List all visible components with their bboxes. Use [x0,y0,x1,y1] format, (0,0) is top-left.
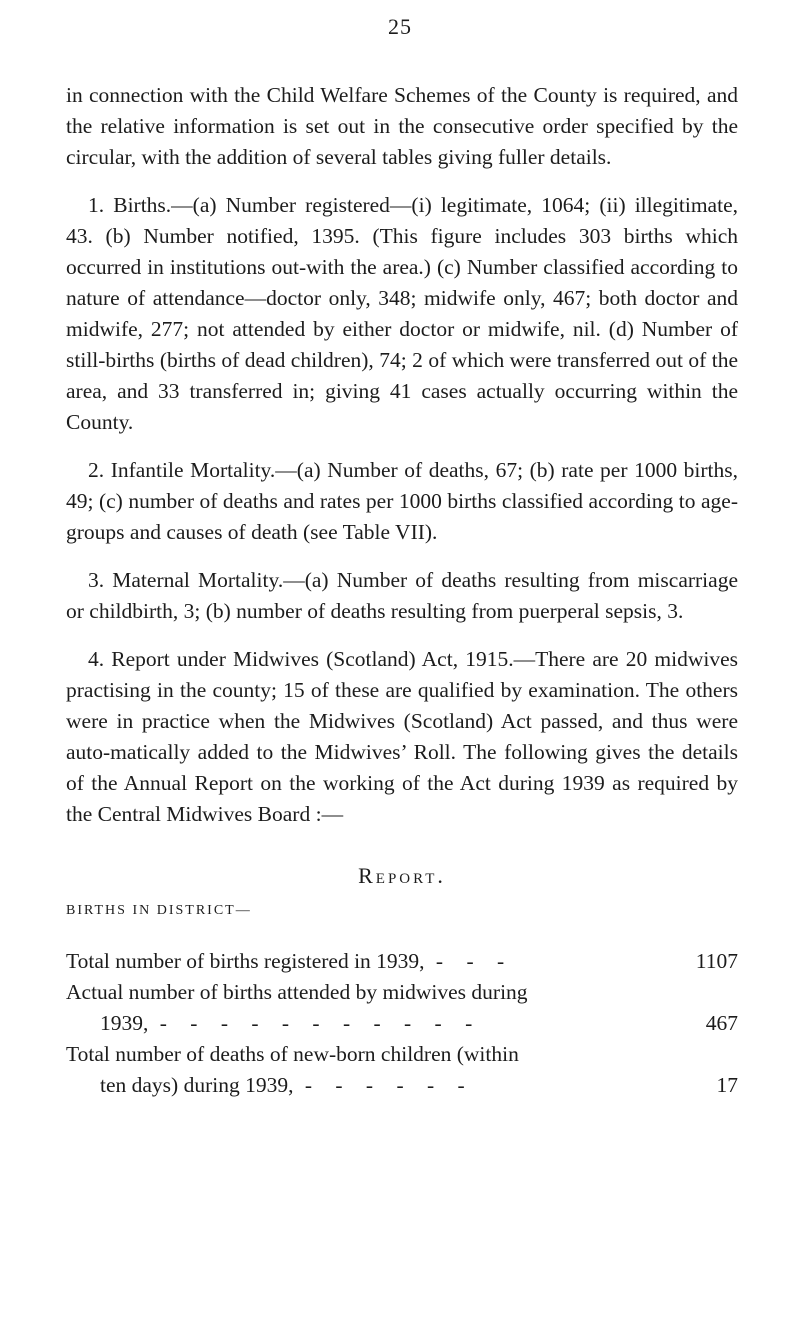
leader-dashes: - - - - - - [304,1073,474,1097]
paragraph-intro: in connection with the Child Welfare Schemes of the County is required, and the relative information is set out in the consecutive order specified by the circular, with the addition of several tables giving fuller details. [66,83,738,169]
row-label: Actual number of births attended by midwives during [66,980,528,1004]
report-table [66,946,738,1101]
leader-dashes: - - - - - - - - - - - [159,1011,482,1035]
row-label: Total number of births registered in 1939, [66,949,425,973]
row-label: Total number of deaths of new-born children (within [66,1042,519,1066]
report-row [66,946,738,977]
row-label-continued: 1939, [100,1011,149,1035]
row-value: 17 [716,1073,738,1097]
row-value: 467 [705,1011,738,1035]
report-subheading: BIRTHS IN DISTRICT— [66,903,252,918]
report-row [66,977,738,1039]
page-number: 25 [388,14,412,39]
paragraph-births: 1. Births.—(a) Number registered—(i) legitimate, 1064; (ii) illegitimate, 43. (b) Number notified, 1395. (This figure includes 303 births which occurred in institutions out-with the area.) (c) Number classified according to nature of attendance—doctor only, 348; midwife only, 467; both doctor and midwife, 277; not attended by either doctor or midwife, nil. (d) Number of still-births (births of dead children), 74; 2 of which were transferred out of the area, and 33 transferred in; giving 41 cases actually occurring within the County. [66,193,738,434]
paragraph-midwives-act: 4. Report under Midwives (Scotland) Act, 1915.—There are 20 midwives practising in the county; 15 of these are qualified by examination. The others were in practice when the Midwives (Scotland) Act passed, and thus were auto-matically added to the Midwives’ Roll. The following gives the details of the Annual Report on the working of the Act during 1939 as required by the Central Midwives Board :— [66,647,738,826]
report-heading: Report. [358,863,446,888]
leader-dashes: - - - [435,949,514,973]
report-row [66,1039,738,1101]
row-label-continued: ten days) during 1939, [100,1073,294,1097]
row-value: 1107 [695,949,738,973]
page-body [66,80,738,1101]
paragraph-infantile-mortality: 2. Infantile Mortality.—(a) Number of deaths, 67; (b) rate per 1000 births, 49; (c) number of deaths and rates per 1000 births classified according to age-groups and causes of death (see Table VII). [66,458,738,544]
paragraph-maternal-mortality: 3. Maternal Mortality.—(a) Number of deaths resulting from miscarriage or childbirth, 3; (b) number of deaths resulting from puerperal sepsis, 3. [66,568,738,623]
